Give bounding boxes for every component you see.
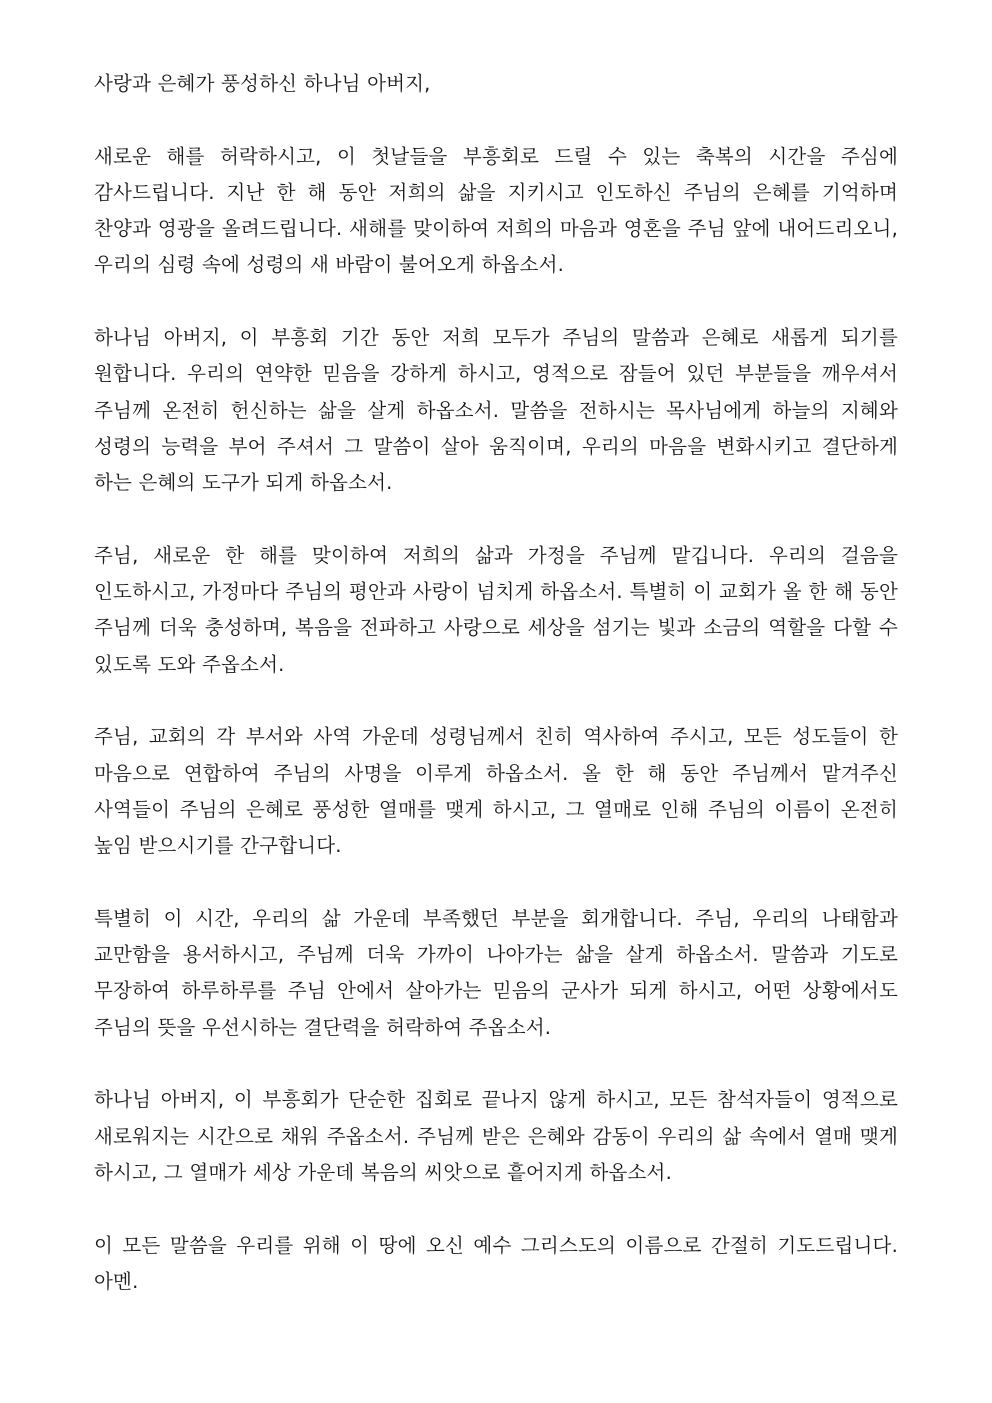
prayer-paragraph-thanksgiving: 새로운 해를 허락하시고, 이 첫날들을 부흥회로 드릴 수 있는 축복의 시간을 주심에 감사드립니다. 지난 한 해 동안 저희의 삶을 지키시고 인도하신 주님의 은혜를 기억하며 찬양과 영광을 올려드립니다. 새해를 맞이하여 저희의 마음과 영혼을 주님 앞에 내어드리오니, 우리의 심령 속에 성령의 새 바람이 불어오게 하옵소서. <box>94 144 898 277</box>
prayer-paragraph-repentance: 특별히 이 시간, 우리의 삶 가운데 부족했던 부분을 회개합니다. 주님, 우리의 나태함과 교만함을 용서하시고, 주님께 더욱 가까이 나아가는 삶을 살게 하옵소서. 말씀과 기도로 무장하여 하루하루를 주님 안에서 살아가는 믿음의 군사가 되게 하시고, 어떤 상황에서도 주님의 뜻을 우선시하는 결단력을 허락하여 주옵소서. <box>94 906 898 1039</box>
prayer-greeting: 사랑과 은혜가 풍성하신 하나님 아버지, <box>94 72 431 95</box>
prayer-paragraph-family-church: 주님, 새로운 한 해를 맞이하여 저희의 삶과 가정을 주님께 맡깁니다. 우리의 걸음을 인도하시고, 가정마다 주님의 평안과 사랑이 넘치게 하옵소서. 특별히 이 교회가 올 한 해 동안 주님께 더욱 충성하며, 복음을 전파하고 사랑으로 세상을 섬기는 빛과 소금의 역할을 다할 수 있도록 도와 주옵소서. <box>94 543 898 676</box>
document-page <box>94 66 898 1336</box>
prayer-closing: 이 모든 말씀을 우리를 위해 이 땅에 오신 예수 그리스도의 이름으로 간절히 기도드립니다. 아멘. <box>94 1233 898 1293</box>
prayer-paragraph-ministry: 주님, 교회의 각 부서와 사역 가운데 성령님께서 친히 역사하여 주시고, 모든 성도들이 한 마음으로 연합하여 주님의 사명을 이루게 하옵소서. 올 한 해 동안 주님께서 맡겨주신 사역들이 주님의 은혜로 풍성한 열매를 맺게 하시고, 그 열매로 인해 주님의 이름이 온전히 높임 받으시기를 간구합니다. <box>94 725 898 858</box>
prayer-paragraph-revival: 하나님 아버지, 이 부흥회 기간 동안 저희 모두가 주님의 말씀과 은혜로 새롭게 되기를 원합니다. 우리의 연약한 믿음을 강하게 하시고, 영적으로 잠들어 있던 부분들을 깨우셔서 주님께 온전히 헌신하는 삶을 살게 하옵소서. 말씀을 전하시는 목사님에게 하늘의 지혜와 성령의 능력을 부어 주셔서 그 말씀이 살아 움직이며, 우리의 마음을 변화시키고 결단하게 하는 은혜의 도구가 되게 하옵소서. <box>94 326 898 495</box>
prayer-paragraph-renewal: 하나님 아버지, 이 부흥회가 단순한 집회로 끝나지 않게 하시고, 모든 참석자들이 영적으로 새로워지는 시간으로 채워 주옵소서. 주님께 받은 은혜와 감동이 우리의 삶 속에서 열매 맺게 하시고, 그 열매가 세상 가운데 복음의 씨앗으로 흩어지게 하옵소서. <box>94 1088 898 1184</box>
